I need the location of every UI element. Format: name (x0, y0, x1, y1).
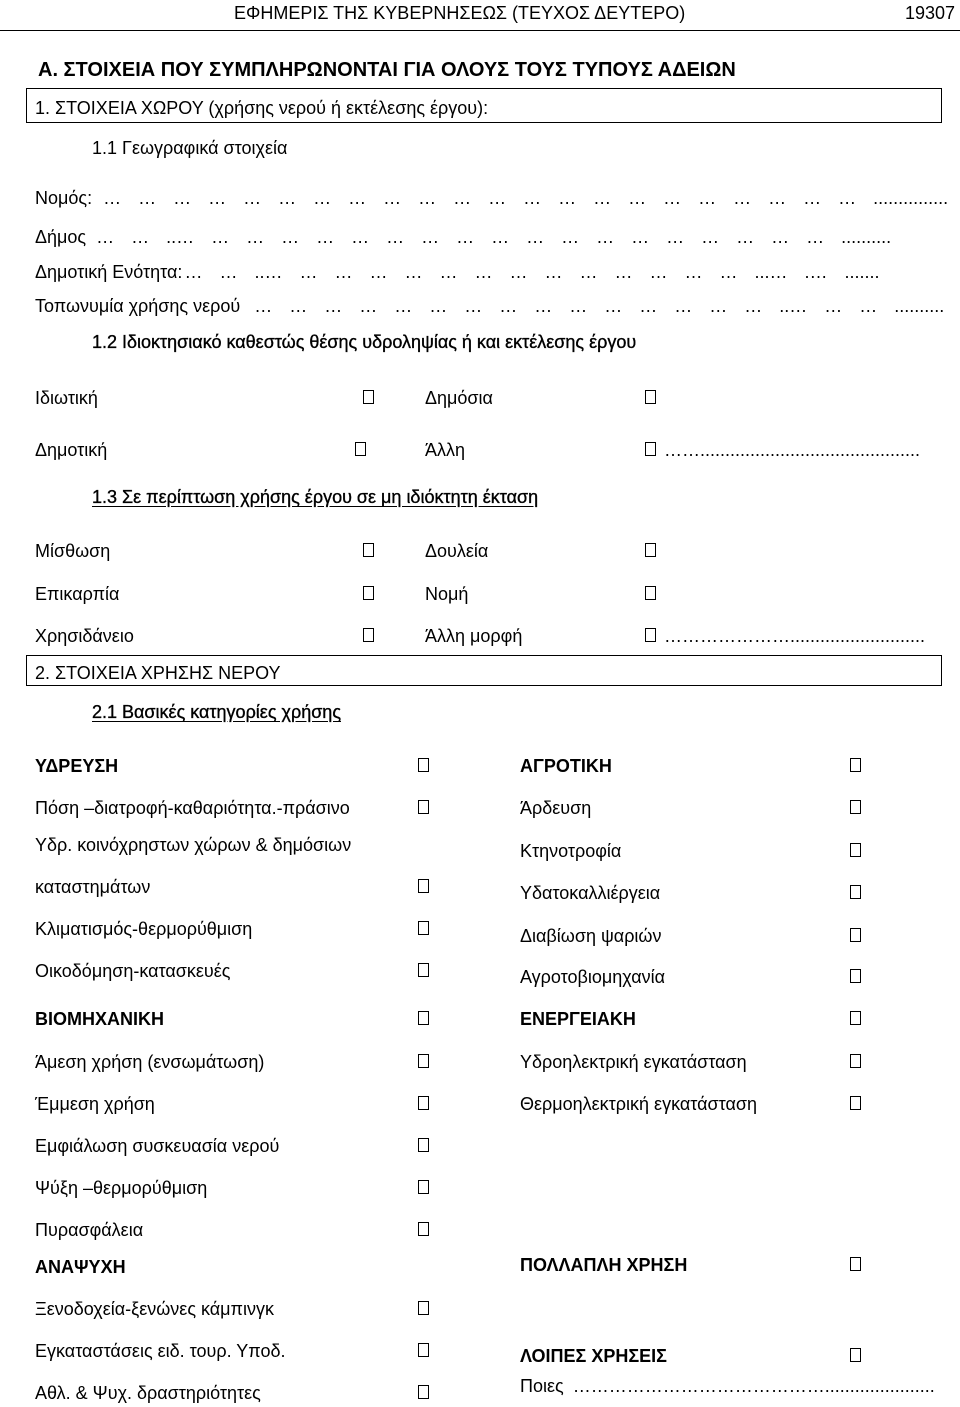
leader-dots: … (278, 188, 297, 208)
leader-dots: … (219, 262, 238, 282)
leader-dots: … (334, 262, 353, 282)
leader-dots: … (838, 188, 857, 208)
leader-dots: … (789, 296, 808, 316)
checkbox-energy[interactable] (850, 1011, 861, 1025)
leader-dots: … (386, 227, 405, 247)
fill-in-leader[interactable]: … … … … … … … … … … … … … … … ..… … … .......... (254, 296, 945, 316)
leader-dots: … (698, 188, 717, 208)
subsection-1-3-title: 1.3 Σε περίπτωση χρήσης έργου σε μη ιδιόκτητη έκταση (92, 487, 539, 507)
item-bottling: Εμφιάλωση συσκευασία νερού (35, 1136, 280, 1156)
heading-agricultural: ΑΓΡΟΤΙΚΗ (520, 756, 612, 776)
heading-recreation: ΑΝΑΨΥΧΗ (35, 1257, 126, 1277)
item-aquaculture: Υδατοκαλλιέργεια (520, 883, 661, 903)
checkbox-indirect-use[interactable] (418, 1096, 429, 1110)
leader-dots: … (534, 296, 553, 316)
item-cooling: Ψύξη –θερμορύθμιση (35, 1178, 208, 1198)
leader-dots: … (509, 262, 528, 282)
field-water-use-location[interactable] (35, 295, 944, 317)
leader-dots: … (464, 296, 483, 316)
leader-dots: … (289, 296, 308, 316)
item-thermoelectric: Θερμοηλεκτρική εγκατάσταση (520, 1094, 758, 1114)
subsection-2-1-title: 2.1 Βασικές κατηγορίες χρήσης (92, 702, 341, 722)
header-rule (0, 30, 960, 31)
item-irrigation: Άρδευση (520, 798, 592, 818)
leader-dots: … (719, 262, 738, 282)
leader-dots: … (429, 296, 448, 316)
leader-dots: … (348, 188, 367, 208)
checkbox-agricultural[interactable] (850, 758, 861, 772)
heading-industrial: ΒΙΟΜΗΧΑΝΙΚΗ (35, 1009, 164, 1029)
item-fish-habitat: Διαβίωση ψαριών (520, 926, 662, 946)
checkbox-servitude[interactable] (645, 543, 656, 557)
leader-dots: … (561, 227, 580, 247)
leader-dots: … (208, 188, 227, 208)
item-air-conditioning: Κλιματισμός-θερμορύθμιση (35, 919, 253, 939)
checkbox-construction[interactable] (418, 963, 429, 977)
leader-dots: … (701, 227, 720, 247)
item-livestock: Κτηνοτροφία (520, 841, 622, 861)
leader-dots: … (674, 296, 693, 316)
heading-energy: ΕΝΕΡΓΕΙΑΚΗ (520, 1009, 636, 1029)
leader-dots: … (803, 188, 822, 208)
leader-dots: … (809, 262, 828, 282)
item-direct-use: Άμεση χρήση (ενσωμάτωση) (35, 1052, 265, 1072)
leader-dots: … (628, 188, 647, 208)
leader-dots: … (523, 188, 542, 208)
checkbox-hotels[interactable] (418, 1301, 429, 1315)
checkbox-possession[interactable] (645, 586, 656, 600)
field-label: Νομός: (35, 188, 93, 208)
leader-dots: … (579, 262, 598, 282)
leader-dots: … (421, 227, 440, 247)
item-drinking: Πόση –διατροφή-καθαριότητα.-πράσινο (35, 798, 350, 818)
option-label-other-form: Άλλη μορφή (425, 626, 523, 646)
option-label-possession: Νομή (425, 584, 469, 604)
checkbox-fish-habitat[interactable] (850, 928, 861, 942)
option-label-lease: Μίσθωση (35, 541, 111, 561)
field-which-uses[interactable] (520, 1375, 935, 1397)
leader-dots: … (324, 296, 343, 316)
leader-dots: … (184, 262, 203, 282)
fill-in-leader[interactable]: … … … … … … … … … … … … … … … … … … … … … … ............... (103, 188, 949, 208)
leader-dots: … (768, 188, 787, 208)
leader-dots: … (299, 262, 318, 282)
option-label-usufruct: Επικαρπία (35, 584, 120, 604)
fill-in-leader[interactable]: … … ..… … … … … … … … … … … … … … … … … … … .......... (96, 227, 892, 247)
leader-dots: … (359, 296, 378, 316)
checkbox-other-uses[interactable] (850, 1348, 861, 1362)
checkbox-loan-for-use[interactable] (363, 628, 374, 642)
leader-dots: … (254, 296, 273, 316)
subsection-1-1-title: 1.1 Γεωγραφικά στοιχεία (92, 138, 288, 158)
leader-dots: … (404, 262, 423, 282)
field-label: Δήμος (35, 227, 87, 247)
checkbox-multiple-use[interactable] (850, 1257, 861, 1271)
item-stores: καταστημάτων (35, 877, 151, 897)
item-sports-leisure: Αθλ. & Ψυχ. δραστηριότητες (35, 1383, 261, 1403)
checkbox-thermoelectric[interactable] (850, 1096, 861, 1110)
leader-dots: … (246, 227, 265, 247)
leader-dots: … (593, 188, 612, 208)
leader-dots: … (499, 296, 518, 316)
leader-dots: … (733, 188, 752, 208)
leader-dots: … (684, 262, 703, 282)
item-agro-industry: Αγροτοβιομηχανία (520, 967, 666, 987)
checkbox-common-areas-stores[interactable] (418, 879, 429, 893)
leader-dots: … (569, 296, 588, 316)
checkbox-public[interactable] (645, 390, 656, 404)
option-label-private: Ιδιωτική (35, 388, 98, 408)
option-label-municipal: Δημοτική (35, 440, 108, 460)
leader-dots: … (243, 188, 262, 208)
checkbox-lease[interactable] (363, 543, 374, 557)
leader-dots: … (369, 262, 388, 282)
checkbox-hydroelectric[interactable] (850, 1054, 861, 1068)
checkbox-irrigation[interactable] (850, 800, 861, 814)
leader-dots: … (491, 227, 510, 247)
leader-dots: … (824, 296, 843, 316)
leader-dots: … (663, 188, 682, 208)
checkbox-water-supply[interactable] (418, 758, 429, 772)
leader-dots: … (96, 227, 115, 247)
leader-dots: … (281, 227, 300, 247)
field-prefecture[interactable] (35, 187, 948, 209)
field-municipality[interactable] (35, 226, 891, 248)
leader-dots: … (439, 262, 458, 282)
other-form-leader[interactable]: …………………........................... (664, 626, 926, 646)
item-special-tourism: Εγκαταστάσεις ειδ. τουρ. Υποδ. (35, 1341, 286, 1361)
fill-in-leader[interactable]: … … ..… … … … … … … … … … … … … … ...… .… ....... (184, 262, 880, 282)
checkbox-other-ownership[interactable] (645, 442, 656, 456)
other-ownership-leader[interactable]: ……............................................ (664, 440, 921, 460)
item-fire-protection: Πυρασφάλεια (35, 1220, 144, 1240)
checkbox-municipal[interactable] (355, 442, 366, 456)
leader-dots: … (596, 227, 615, 247)
leader-dots: … (604, 296, 623, 316)
checkbox-sports-leisure[interactable] (418, 1385, 429, 1399)
item-common-areas: Υδρ. κοινόχρηστων χώρων & δημόσιων (35, 835, 352, 855)
leader-dots: … (383, 188, 402, 208)
leader-dots: … (709, 296, 728, 316)
leader-dots: … (474, 262, 493, 282)
form-title: Α. ΣΤΟΙΧΕΙΑ ΠΟΥ ΣΥΜΠΛΗΡΩΝΟΝΤΑΙ ΓΙΑ ΟΛΟΥΣ ΤΟΥΣ ΤΥΠΟΥΣ ΑΔΕΙΩΝ (38, 59, 736, 81)
checkbox-other-form[interactable] (645, 628, 656, 642)
leader-dots: … (456, 227, 475, 247)
leader-dots: … (631, 227, 650, 247)
item-construction: Οικοδόμηση-κατασκευές (35, 961, 231, 981)
heading-multiple-use: ΠΟΛΛΑΠΛΗ ΧΡΗΣΗ (520, 1255, 688, 1275)
field-municipal-unit[interactable] (35, 261, 880, 283)
option-label-public: Δημόσια (425, 388, 493, 408)
leader-dots: … (211, 227, 230, 247)
leader-dots: … (138, 188, 157, 208)
leader-dots: … (558, 188, 577, 208)
fill-in-leader[interactable]: ……………………………………...................... (572, 1376, 935, 1396)
option-label-other: Άλλη (425, 440, 466, 460)
field-label: Τοπωνυμία χρήσης νερού (35, 296, 241, 316)
leader-dots: … (488, 188, 507, 208)
heading-other-uses: ΛΟΙΠΕΣ ΧΡΗΣΕΙΣ (520, 1346, 667, 1366)
checkbox-private[interactable] (363, 390, 374, 404)
checkbox-special-tourism[interactable] (418, 1343, 429, 1357)
leader-dots: … (131, 227, 150, 247)
leader-dots: … (649, 262, 668, 282)
checkbox-cooling[interactable] (418, 1180, 429, 1194)
checkbox-direct-use[interactable] (418, 1054, 429, 1068)
option-label-loan-for-use: Χρησιδάνειο (35, 626, 134, 646)
leader-dots: … (666, 227, 685, 247)
checkbox-fire-protection[interactable] (418, 1222, 429, 1236)
checkbox-air-conditioning[interactable] (418, 921, 429, 935)
item-indirect-use: Έμμεση χρήση (35, 1094, 155, 1114)
section-1-title: 1. ΣΤΟΙΧΕΙΑ ΧΩΡΟΥ (χρήσης νερού ή εκτέλεσης έργου): (35, 98, 489, 118)
checkbox-agro-industry[interactable] (850, 969, 861, 983)
leader-dots: … (526, 227, 545, 247)
leader-dots: … (351, 227, 370, 247)
leader-dots: … (264, 262, 283, 282)
checkbox-usufruct[interactable] (363, 586, 374, 600)
leader-dots: … (639, 296, 658, 316)
leader-dots: … (313, 188, 332, 208)
leader-dots: … (744, 296, 763, 316)
gazette-header-title: ΕΦΗΜΕΡΙΣ ΤΗΣ ΚΥΒΕΡΝΗΣΕΩΣ (ΤΕΥΧΟΣ ΔΕΥΤΕΡΟ) (234, 3, 686, 23)
checkbox-livestock[interactable] (850, 843, 861, 857)
leader-dots: … (769, 262, 788, 282)
leader-dots: … (544, 262, 563, 282)
checkbox-aquaculture[interactable] (850, 885, 861, 899)
leader-dots: … (173, 188, 192, 208)
checkbox-bottling[interactable] (418, 1138, 429, 1152)
leader-dots: … (736, 227, 755, 247)
subsection-1-2-title: 1.2 Ιδιοκτησιακό καθεστώς θέσης υδροληψίας ή και εκτέλεσης έργου (92, 332, 637, 352)
field-label: Δημοτική Ενότητα: (35, 262, 183, 282)
leader-dots: … (859, 296, 878, 316)
heading-water-supply: ΥΔΡΕΥΣΗ (35, 756, 119, 776)
checkbox-industrial[interactable] (418, 1011, 429, 1025)
leader-dots: … (418, 188, 437, 208)
page-number: 19307 (904, 3, 955, 23)
leader-dots: … (394, 296, 413, 316)
field-label: Ποιες (520, 1376, 564, 1396)
checkbox-drinking[interactable] (418, 800, 429, 814)
leader-dots: … (806, 227, 825, 247)
leader-dots: … (771, 227, 790, 247)
item-hydroelectric: Υδροηλεκτρική εγκατάσταση (520, 1052, 747, 1072)
leader-dots: … (453, 188, 472, 208)
item-hotels: Ξενοδοχεία-ξενώνες κάμπινγκ (35, 1299, 274, 1319)
option-label-servitude: Δουλεία (425, 541, 489, 561)
leader-dots: … (316, 227, 335, 247)
section-2-title: 2. ΣΤΟΙΧΕΙΑ ΧΡΗΣΗΣ ΝΕΡΟΥ (35, 663, 281, 683)
leader-dots: … (614, 262, 633, 282)
leader-dots: … (176, 227, 195, 247)
leader-dots: … (103, 188, 122, 208)
